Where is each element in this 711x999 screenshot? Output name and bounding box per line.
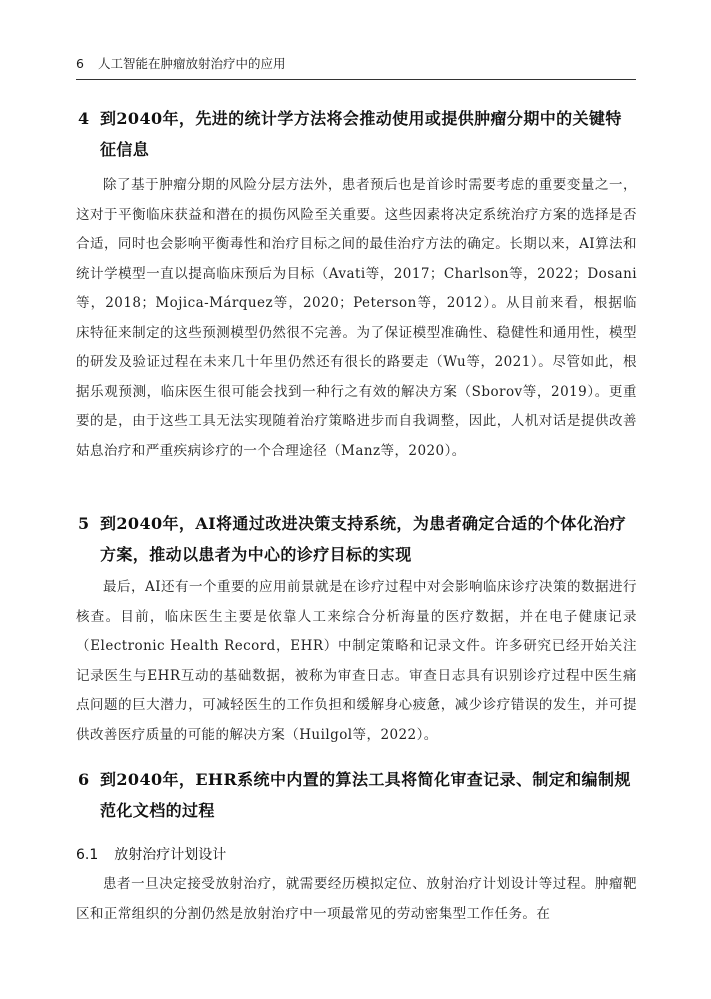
section-title: 到2040年，EHR系统中内置的算法工具将简化审查记录、制定和编制规范化文档的过程	[100, 770, 631, 820]
section-number: 6	[78, 770, 90, 789]
book-title: 人工智能在肿瘤放射治疗中的应用	[97, 56, 286, 71]
subsection-6-1-paragraph: 患者一旦决定接受放射治疗，就需要经历模拟定位、放射治疗计划设计等过程。肿瘤靶区和正常组织的分割仍然是放射治疗中一项最常见的劳动密集型工作任务。在	[76, 876, 637, 922]
section-4-heading	[76, 103, 638, 165]
section-title: 到2040年，先进的统计学方法将会推动使用或提供肿瘤分期中的关键特征信息	[100, 109, 622, 159]
section-title: 到2040年，AI将通过改进决策支持系统，为患者确定合适的个体化治疗方案，推动以患者为中心的诊疗目标的实现	[100, 514, 627, 564]
section-4-paragraph: 除了基于肿瘤分期的风险分层方法外，患者预后也是首诊时需要考虑的重要变量之一，这对于平衡临床获益和潜在的损伤风险至关重要。这些因素将决定系统治疗方案的选择是否合适，同时也会影响平衡毒性和治疗目标之间的最佳治疗方法的确定。长期以来，AI算法和统计学模型一直以提高临床预后为目标（Avati等，2017；Charlson等，2022；Dosani等，2018；Mojica-Márquez等，2020；Peterson等，2012）。从目前来看，根据临床特征来制定的这些预测模型仍然很不完善。为了保证模型准确性、稳健性和通用性，模型的研发及验证过程在未来几十年里仍然还有很长的路要走（Wu等，2021）。尽管如此，根据乐观预测，临床医生很可能会找到一种行之有效的解决方案（Sborov等，2019）。更重要的是，由于这些工具无法实现随着治疗策略进步而自我调整，因此，人机对话是提供改善姑息治疗和严重疾病诊疗的一个合理途径（Manz等，2020）。	[76, 177, 637, 459]
header-divider	[76, 79, 636, 80]
section-number: 5	[78, 514, 90, 533]
subsection-6-1-heading	[76, 843, 636, 867]
section-5-heading	[76, 508, 638, 570]
subsection-number: 6.1	[76, 847, 99, 863]
running-header	[76, 54, 634, 76]
subsection-title: 放射治疗计划设计	[114, 847, 227, 863]
section-5-paragraph: 最后，AI还有一个重要的应用前景就是在诊疗过程中对会影响临床诊疗决策的数据进行核查。目前，临床医生主要是依靠人工来综合分析海量的医疗数据，并在电子健康记录（Electronic Health Record，EHR）中制定策略和记录文件。许多研究已经开始关注记录医生与EHR互动的基础数据，被称为审查日志。审查日志具有识别诊疗过程中医生痛点问题的巨大潜力，可减轻医生的工作负担和缓解身心疲惫，减少诊疗错误的发生，并可提供改善医疗质量的可能的解决方案（Huilgol等，2022）。	[76, 579, 637, 743]
section-number: 4	[78, 109, 90, 128]
section-6-heading	[76, 764, 638, 826]
page-number: 6	[76, 56, 84, 71]
